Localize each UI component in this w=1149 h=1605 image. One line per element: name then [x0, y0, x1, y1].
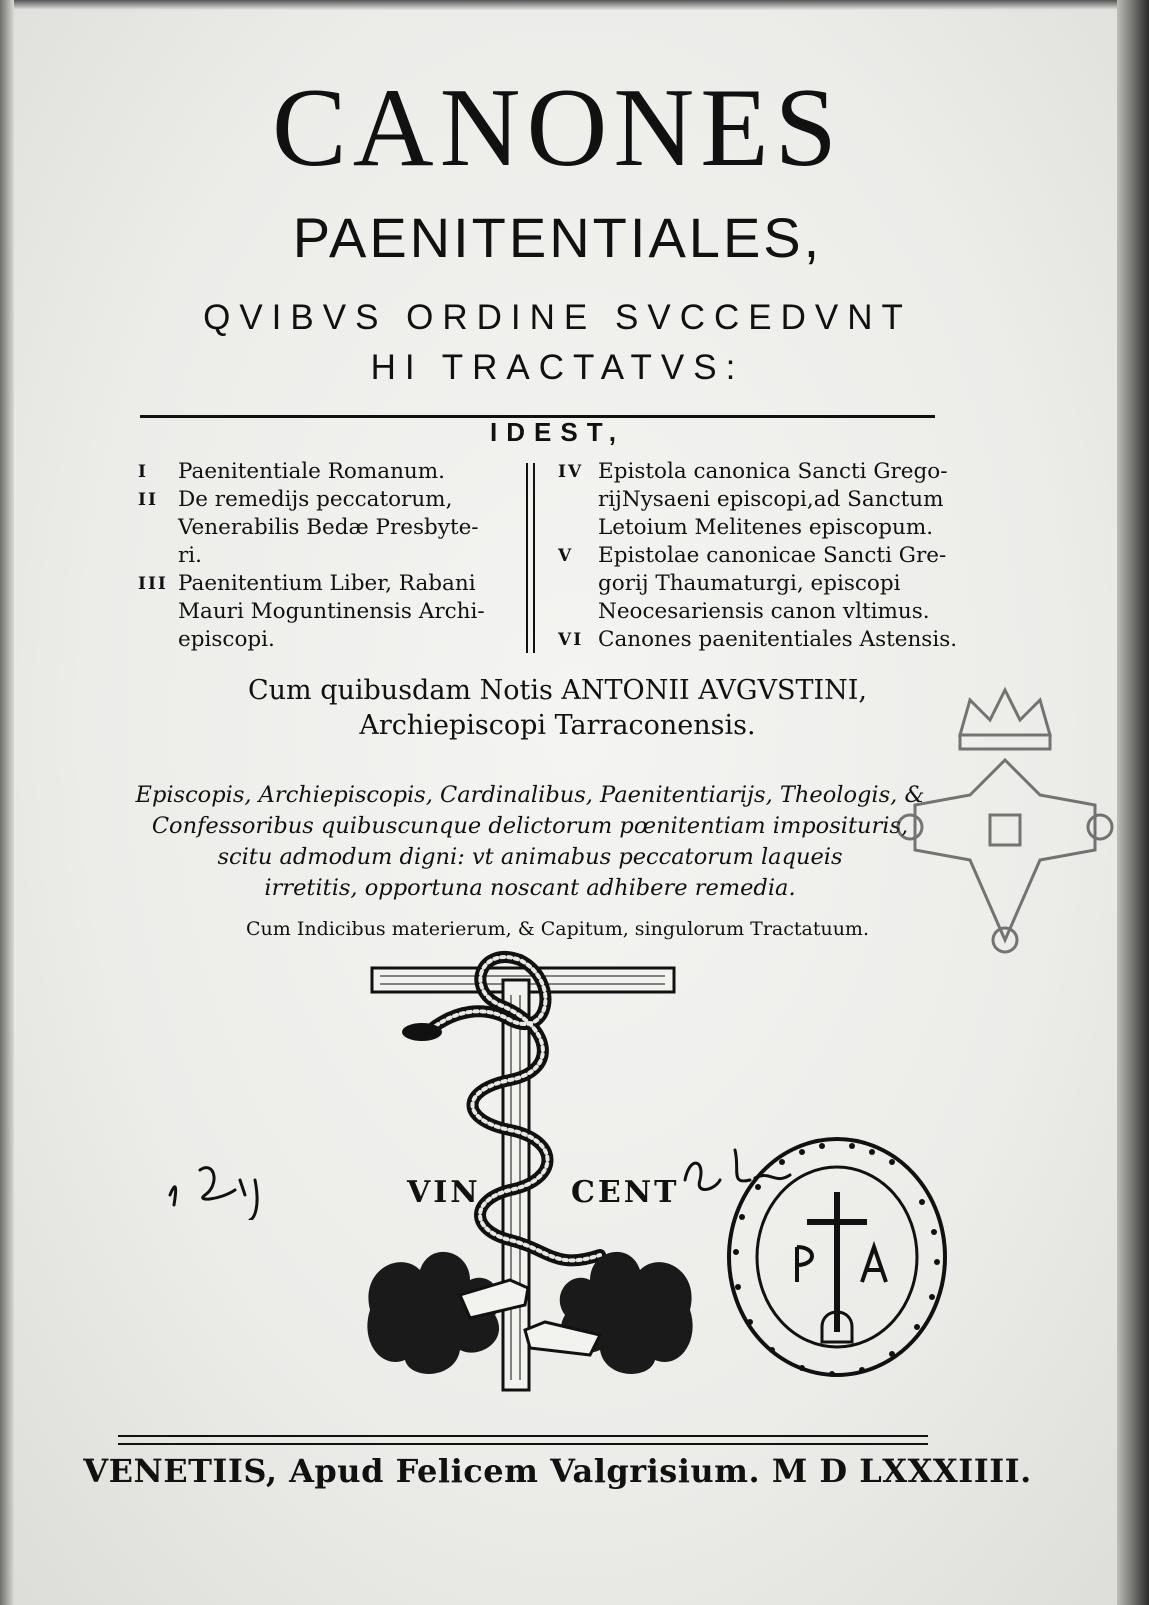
- subtitle: PAENITENTIALES,: [292, 206, 823, 269]
- idest-heading: IDEST,: [490, 417, 625, 447]
- toc-line: rijNysaeni episcopi,ad Sanctum: [598, 487, 944, 512]
- device-motto-right: CENT: [571, 1175, 680, 1210]
- toc-number: V: [558, 546, 574, 566]
- toc-line: gorij Thaumaturgi, episcopi: [598, 571, 901, 596]
- dedication: [110, 780, 950, 904]
- page-edge-right: [1117, 0, 1149, 1605]
- toc-line: Mauri Moguntinensis Archi-: [178, 599, 485, 624]
- toc-line: Epistolae canonicae Sancti Gre-: [598, 543, 947, 568]
- page-edge-top: [0, 0, 1149, 10]
- library-stamp-crown-cross: [895, 675, 1115, 975]
- handwritten-signature-left: [160, 1150, 300, 1220]
- toc-number: II: [138, 490, 158, 510]
- dedication-line: irretitis, opportuna noscant adhibere remedia.: [264, 875, 796, 901]
- toc-entry: [138, 570, 485, 654]
- toc-right-column: [558, 458, 957, 654]
- main-title: CANONES: [272, 66, 843, 190]
- toc-number: IV: [558, 462, 584, 482]
- toc-line: episcopi.: [178, 627, 275, 652]
- toc-entry: [558, 458, 957, 542]
- bottom-rule: [118, 1443, 928, 1445]
- toc-line: De remedijs peccatorum,: [178, 487, 453, 512]
- toc-line: Paenitentiale Romanum.: [178, 459, 445, 484]
- column-divider: [533, 463, 535, 653]
- toc-line: Canones paenitentiales Astensis.: [598, 627, 958, 652]
- toc-entry: [558, 542, 957, 626]
- toc-line: ri.: [178, 543, 202, 568]
- dedication-line: Confessoribus quibuscunque delictorum pœnitentiam imposituris,: [151, 813, 909, 839]
- toc-line: Epistola canonica Sancti Grego-: [598, 459, 948, 484]
- dedication-line: Episcopis, Archiepiscopis, Cardinalibus, Paenitentiarijs, Theologis, &: [135, 782, 925, 808]
- device-motto-left: VIN: [407, 1175, 481, 1210]
- toc-line: Venerabilis Bedæ Presbyte-: [178, 515, 479, 540]
- toc-left-column: [138, 458, 485, 654]
- toc-line: Paenitentium Liber, Rabani: [178, 571, 476, 596]
- toc-entry: [138, 486, 485, 570]
- toc-line: Letoium Melitenes episcopum.: [598, 515, 934, 540]
- toc-line: Neocesariensis canon vltimus.: [598, 599, 930, 624]
- toc-number: III: [138, 574, 168, 594]
- toc-number: VI: [558, 630, 584, 650]
- notes-line: Cum quibusdam Notis ANTONII AVGVSTINI,: [247, 675, 867, 706]
- toc-entry: [558, 626, 957, 654]
- bottom-rule: [118, 1435, 928, 1437]
- indices-line: Cum Indicibus materierum, & Capitum, singulorum Tractatuum.: [246, 918, 869, 940]
- imprint-line: VENETIIS, Apud Felicem Valgrisium. M D LXXXIIII.: [83, 1452, 1032, 1490]
- subtitle-line-4: HI TRACTATVS:: [370, 348, 745, 387]
- library-stamp-round: [722, 1132, 952, 1382]
- toc-number: I: [138, 462, 148, 482]
- notes-line: Archiepiscopi Tarraconensis.: [359, 710, 756, 741]
- dedication-line: scitu admodum digni: vt animabus peccatorum laqueis: [217, 844, 843, 870]
- toc-entry: [138, 458, 485, 486]
- subtitle-line-3: QVIBVS ORDINE SVCCEDVNT: [203, 298, 912, 337]
- column-divider: [526, 463, 528, 653]
